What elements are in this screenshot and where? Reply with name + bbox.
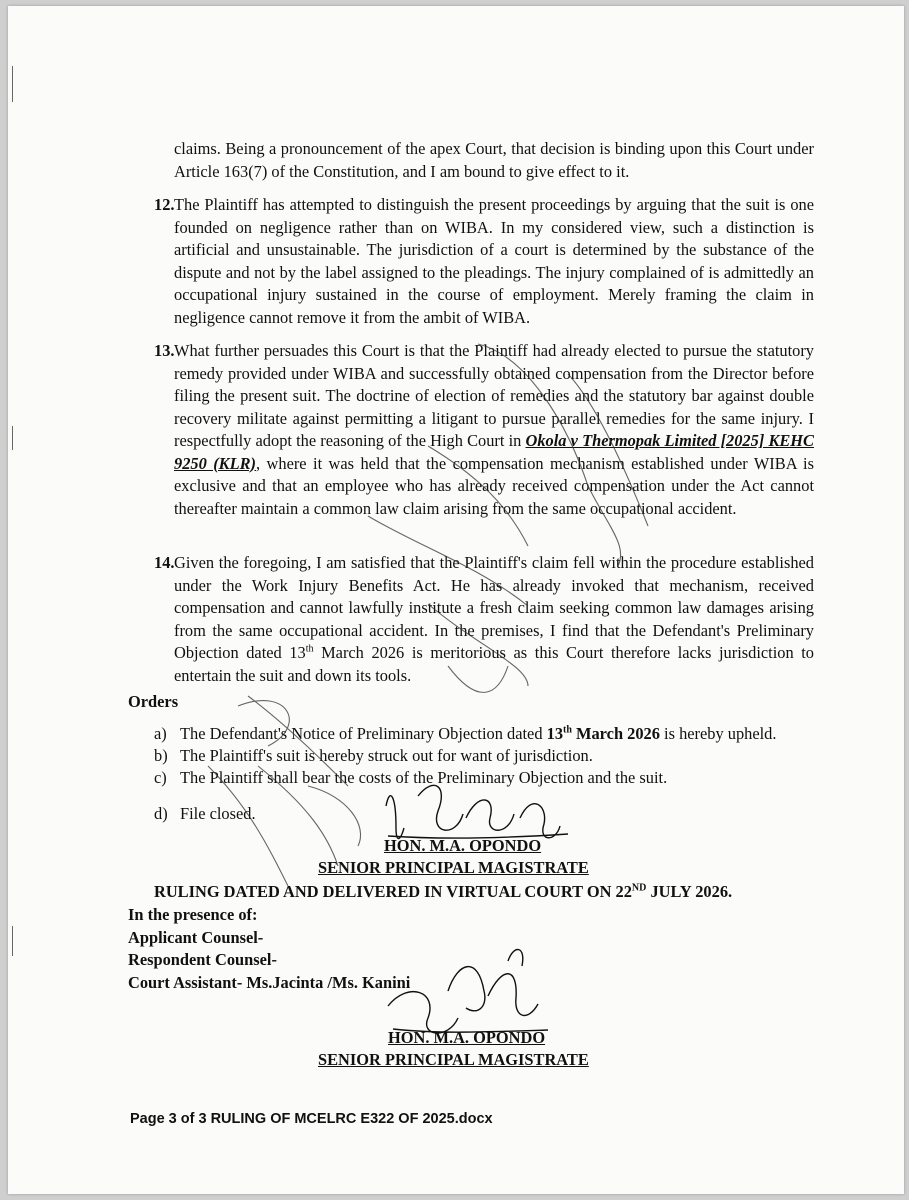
signatory-title: SENIOR PRINCIPAL MAGISTRATE — [318, 1050, 589, 1069]
signature-2 — [388, 950, 548, 1034]
order-label: a) — [154, 724, 167, 743]
paragraph-number: 12. — [154, 195, 175, 214]
order-text: File closed. — [180, 804, 256, 823]
paragraph-text-part: , where it was held that the compensation mechanism established under WIBA is exclusive and that an employee who has already received compensation under the Act cannot thereafter maintain a common law claim arising from the same occupational accident. — [174, 453, 814, 518]
scan-edge-mark — [12, 426, 13, 450]
paragraph-number: 13. — [154, 341, 175, 360]
signatory-name: HON. M.A. OPONDO — [388, 1028, 546, 1047]
signatory-title: SENIOR PRINCIPAL MAGISTRATE — [318, 858, 589, 877]
presence-line: In the presence of: — [128, 905, 258, 924]
ruling-text-part: RULING DATED AND DELIVERED IN VIRTUAL COURT ON 22 — [154, 882, 632, 901]
ordinal-suffix: th — [563, 724, 572, 736]
ruling-text-part: JULY 2026. — [646, 882, 733, 901]
paragraph-number: 14. — [154, 553, 175, 572]
continuation-paragraph: claims. Being a pronouncement of the apex Court, that decision is binding upon this Court under Article 163(7) of the Constitution, and I am bound to give effect to it. — [174, 139, 814, 181]
presence-line: Applicant Counsel- — [128, 927, 264, 947]
paragraph-text — [174, 340, 814, 520]
order-item — [154, 804, 834, 826]
signatory-name: HON. M.A. OPONDO — [384, 836, 542, 855]
order-item — [154, 746, 834, 768]
order-text-part: The Defendant's Notice of Preliminary Objection dated — [180, 724, 547, 743]
order-item — [154, 724, 834, 746]
presence-line: Respondent Counsel- — [128, 950, 277, 969]
paragraph-text-part: What further persuades this Court is that the Plaintiff had already elected to pursue the statutory remedy provided under WIBA and successfully obtained compensation from the Director before filing the present suit. The doctrine of election of remedies and the statutory bar against double recovery militate against permitting a litigant to pursue parallel remedies for the same injury. I respectfully adopt the reasoning of the High Court in — [174, 341, 814, 450]
paragraph-text — [174, 552, 814, 687]
order-text: The Plaintiff shall bear the costs of the Preliminary Objection and the suit. — [180, 768, 668, 787]
order-item — [154, 768, 834, 790]
presence-block — [128, 904, 410, 994]
ordinal-suffix: th — [305, 643, 314, 655]
ordinal-suffix: ND — [631, 882, 647, 894]
order-date-day: 13 — [546, 724, 564, 743]
order-label: d) — [154, 804, 168, 823]
order-text: The Plaintiff's suit is hereby struck out for want of jurisdiction. — [180, 746, 593, 765]
case-citation: Okola v Thermopak Limited [2025] KEHC 9250 (KLR) — [174, 431, 814, 473]
page-footer: Page 3 of 3 RULING OF MCELRC E322 OF 2025.docx — [130, 1111, 493, 1127]
document-page — [8, 6, 904, 1194]
paragraph-text: The Plaintiff has attempted to distinguish the present proceedings by arguing that the suit is one founded on negligence rather than on WIBA. In my considered view, such a distinction is artificial and unsustainable. The jurisdiction of a court is determined by the substance of the dispute and not by the label assigned to the pleadings. The injury complained of is admittedly an occupational injury sustained in the course of employment. Merely framing the claim in negligence cannot remove it from the ambit of WIBA. — [174, 195, 814, 327]
orders-heading: Orders — [128, 692, 179, 711]
order-label: b) — [154, 746, 168, 765]
paragraph-text-part: Given the foregoing, I am satisfied that the Plaintiff's claim fell within the procedure established under the Work Injury Benefits Act. He has already invoked that mechanism, received compensation and cannot lawfully institute a fresh claim seeking common law damages arising from the same occupational accident. In the premises, I find that the Defendant's Preliminary Objection dated 13 — [174, 553, 814, 662]
order-label: c) — [154, 768, 167, 787]
scan-edge-mark — [12, 926, 13, 956]
order-date-rest: March 2026 — [571, 724, 660, 743]
paragraph-12 — [154, 194, 814, 329]
ruling-delivery-line — [154, 882, 732, 902]
paragraph-14 — [154, 552, 814, 687]
paragraph-13 — [154, 340, 814, 520]
paragraph-text-part: March 2026 is meritorious as this Court therefore lacks jurisdiction to entertain the suit and down its tools. — [174, 643, 814, 685]
scan-edge-mark — [12, 66, 13, 102]
orders-list — [154, 724, 834, 826]
order-text — [180, 724, 776, 744]
presence-line: Court Assistant- Ms.Jacinta /Ms. Kanini — [128, 972, 411, 992]
order-text-part: is hereby upheld. — [659, 724, 777, 743]
